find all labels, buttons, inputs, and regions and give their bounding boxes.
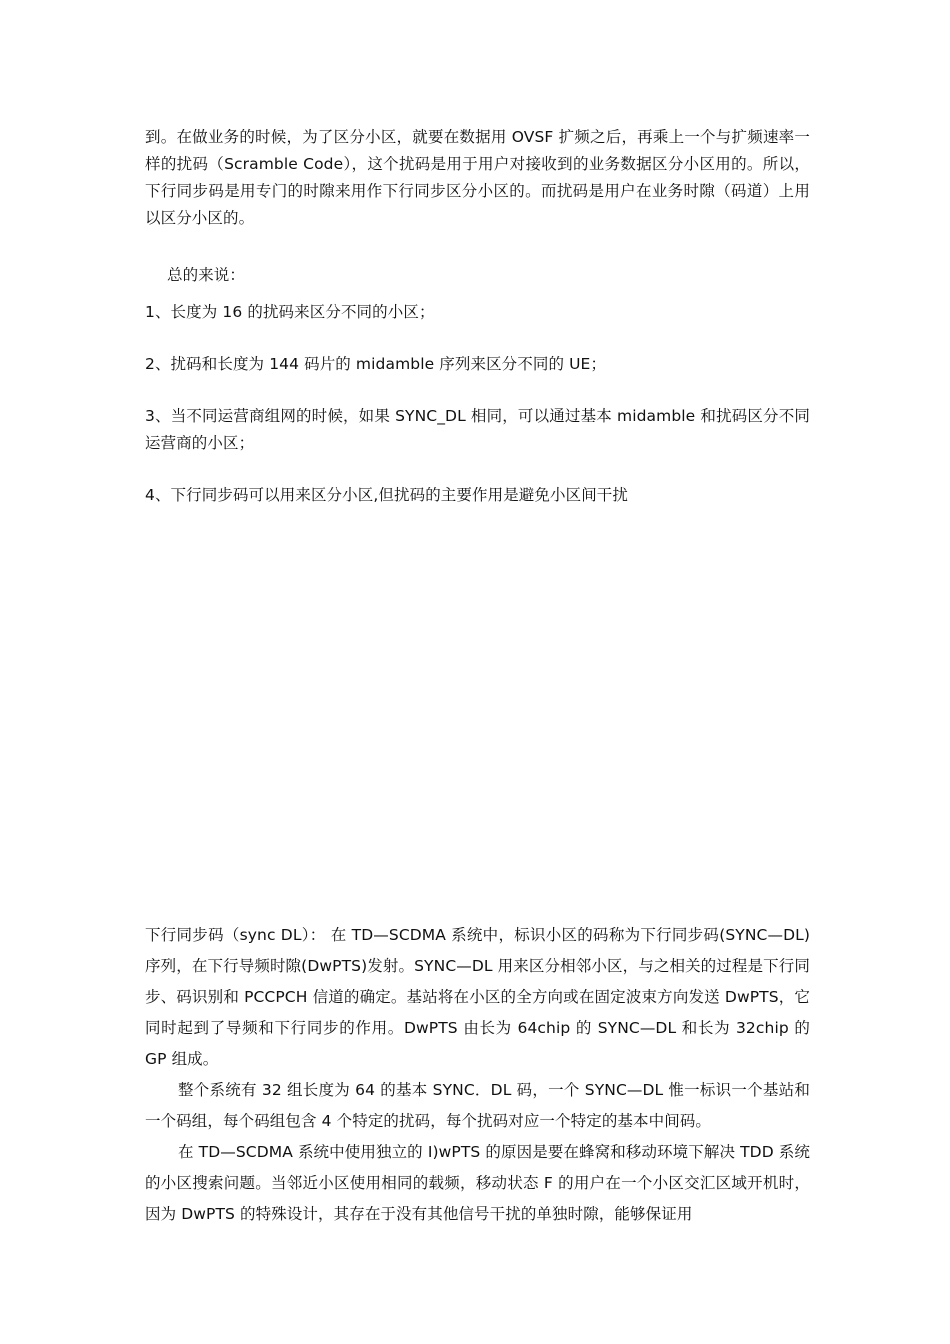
list-item-3: 3、当不同运营商组网的时候，如果 SYNC_DL 相同，可以通过基本 midamble 和扰码区分不同运营商的小区； bbox=[145, 407, 810, 452]
summary-heading: 总的来说： bbox=[167, 266, 246, 284]
sync-dl-codes-paragraph: 整个系统有 32 组长度为 64 的基本 SYNC．DL 码，一个 SYNC—DL 惟一标识一个基站和一个码组，每个码组包含 4 个特定的扰码，每个扰码对应一个特定的基本中间码。 bbox=[145, 1081, 810, 1130]
sync-dl-paragraph: 下行同步码（sync DL）： 在 TD—SCDMA 系统中，标识小区的码称为下行同步码(SYNC—DL)序列，在下行导频时隙(DwPTS)发射。SYNC—DL 用来区分相邻小区，与之相关的过程是下行同步、码识别和 PCCPCH 信道的确定。基站将在小区的全方向或在固定波束方向发送 DwPTS，它同时起到了导频和下行同步的作用。DwPTS 由长为 64chip 的 SYNC—DL 和长为 32chip 的 GP 组成。 bbox=[145, 926, 810, 1068]
dwpts-paragraph: 在 TD—SCDMA 系统中使用独立的 I)wPTS 的原因是要在蜂窝和移动环境下解决 TDD 系统的小区搜索问题。当邻近小区使用相同的载频，移动状态 F 的用户在一个小区交汇区域开机时，因为 DwPTS 的特殊设计，其存在于没有其他信号干扰的单独时隙，能够保证用 bbox=[145, 1143, 810, 1223]
document-section-1 bbox=[145, 124, 810, 509]
list-item-2: 2、扰码和长度为 144 码片的 midamble 序列来区分不同的 UE； bbox=[145, 355, 607, 373]
intro-paragraph: 到。在做业务的时候，为了区分小区，就要在数据用 OVSF 扩频之后，再乘上一个与扩频速率一样的扰码（Scramble Code），这个扰码是用于用户对接收到的业务数据区分小区用的。所以，下行同步码是用专门的时隙来用作下行同步区分小区的。而扰码是用户在业务时隙（码道）上用以区分小区的。 bbox=[145, 128, 810, 227]
document-section-2 bbox=[145, 920, 810, 1230]
list-item-4: 4、下行同步码可以用来区分小区,但扰码的主要作用是避免小区间干扰 bbox=[145, 486, 628, 504]
list-item-1: 1、长度为 16 的扰码来区分不同的小区； bbox=[145, 303, 435, 321]
